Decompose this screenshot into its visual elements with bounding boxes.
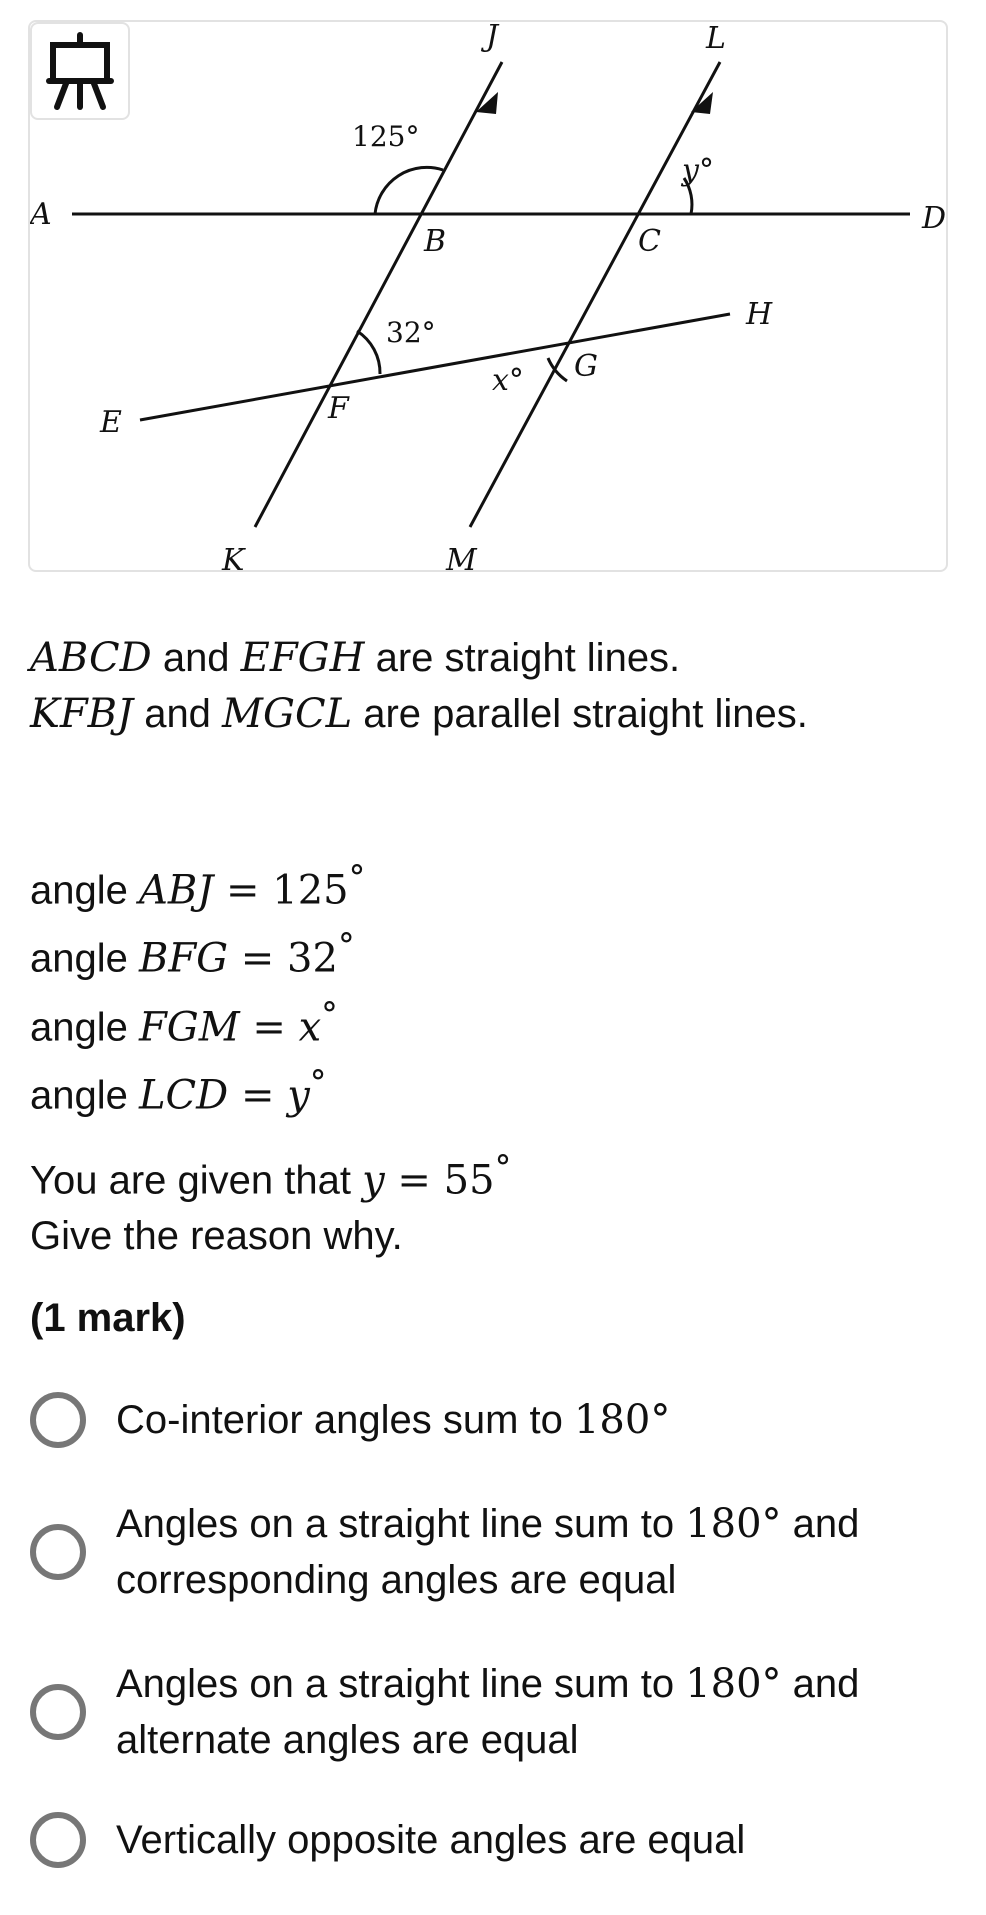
label-j: J: [486, 22, 499, 54]
option-vertically-opposite[interactable]: [30, 1812, 950, 1868]
angle-label-x: x°: [492, 363, 524, 398]
line-ml: [470, 62, 720, 527]
label-k: K: [222, 543, 245, 574]
angle-fgm: angle FGM = x°: [30, 994, 338, 1050]
angle-list: [30, 850, 365, 1123]
geometry-diagram: [30, 22, 950, 574]
question-prompt: Give the reason why.: [30, 1214, 403, 1259]
option-text: Vertically opposite angles are equal: [116, 1818, 746, 1862]
arc-32: [357, 331, 380, 374]
easel-icon: [45, 31, 115, 111]
radio-button[interactable]: [30, 1392, 86, 1448]
label-a: A: [30, 197, 52, 232]
option-text: Angles on a straight line sum to 180° and corresponding angles are equal: [116, 1501, 860, 1602]
radio-button[interactable]: [30, 1524, 86, 1580]
option-corresponding[interactable]: [30, 1496, 950, 1608]
label-h: H: [746, 297, 773, 332]
angle-bfg: angle BFG = 32°: [30, 926, 355, 982]
label-c: C: [638, 224, 661, 259]
label-l: L: [706, 22, 726, 56]
marks-label: (1 mark): [30, 1296, 186, 1340]
angle-label-32: 32°: [386, 316, 436, 349]
problem-statement: [30, 630, 930, 742]
angle-label-125: 125°: [352, 120, 420, 153]
option-co-interior[interactable]: [30, 1392, 950, 1448]
angle-lcd: angle LCD = y°: [30, 1062, 327, 1119]
label-e: E: [100, 405, 122, 440]
radio-button[interactable]: [30, 1812, 86, 1868]
option-alternate[interactable]: [30, 1656, 950, 1768]
radio-button[interactable]: [30, 1684, 86, 1740]
option-text: Angles on a straight line sum to 180° and alternate angles are equal: [116, 1661, 860, 1762]
given-line: You are given that y = 55°: [30, 1148, 512, 1204]
figure-card: [28, 20, 948, 572]
label-d: D: [922, 201, 947, 236]
angle-label-y: y°: [682, 153, 714, 188]
statement-line-1: ABCD and EFGH are straight lines.: [30, 635, 681, 681]
label-f: F: [328, 391, 349, 426]
option-text: Co-interior angles sum to 180°: [116, 1397, 671, 1443]
label-b: B: [424, 224, 447, 259]
given-statement: [30, 1140, 511, 1264]
angle-abj: angle ABJ = 125°: [30, 858, 366, 914]
statement-line-2: KFBJ and MGCL are parallel straight lines.: [30, 691, 808, 737]
label-g: G: [574, 349, 598, 384]
easel-button[interactable]: [30, 22, 130, 120]
label-m: M: [446, 543, 477, 574]
